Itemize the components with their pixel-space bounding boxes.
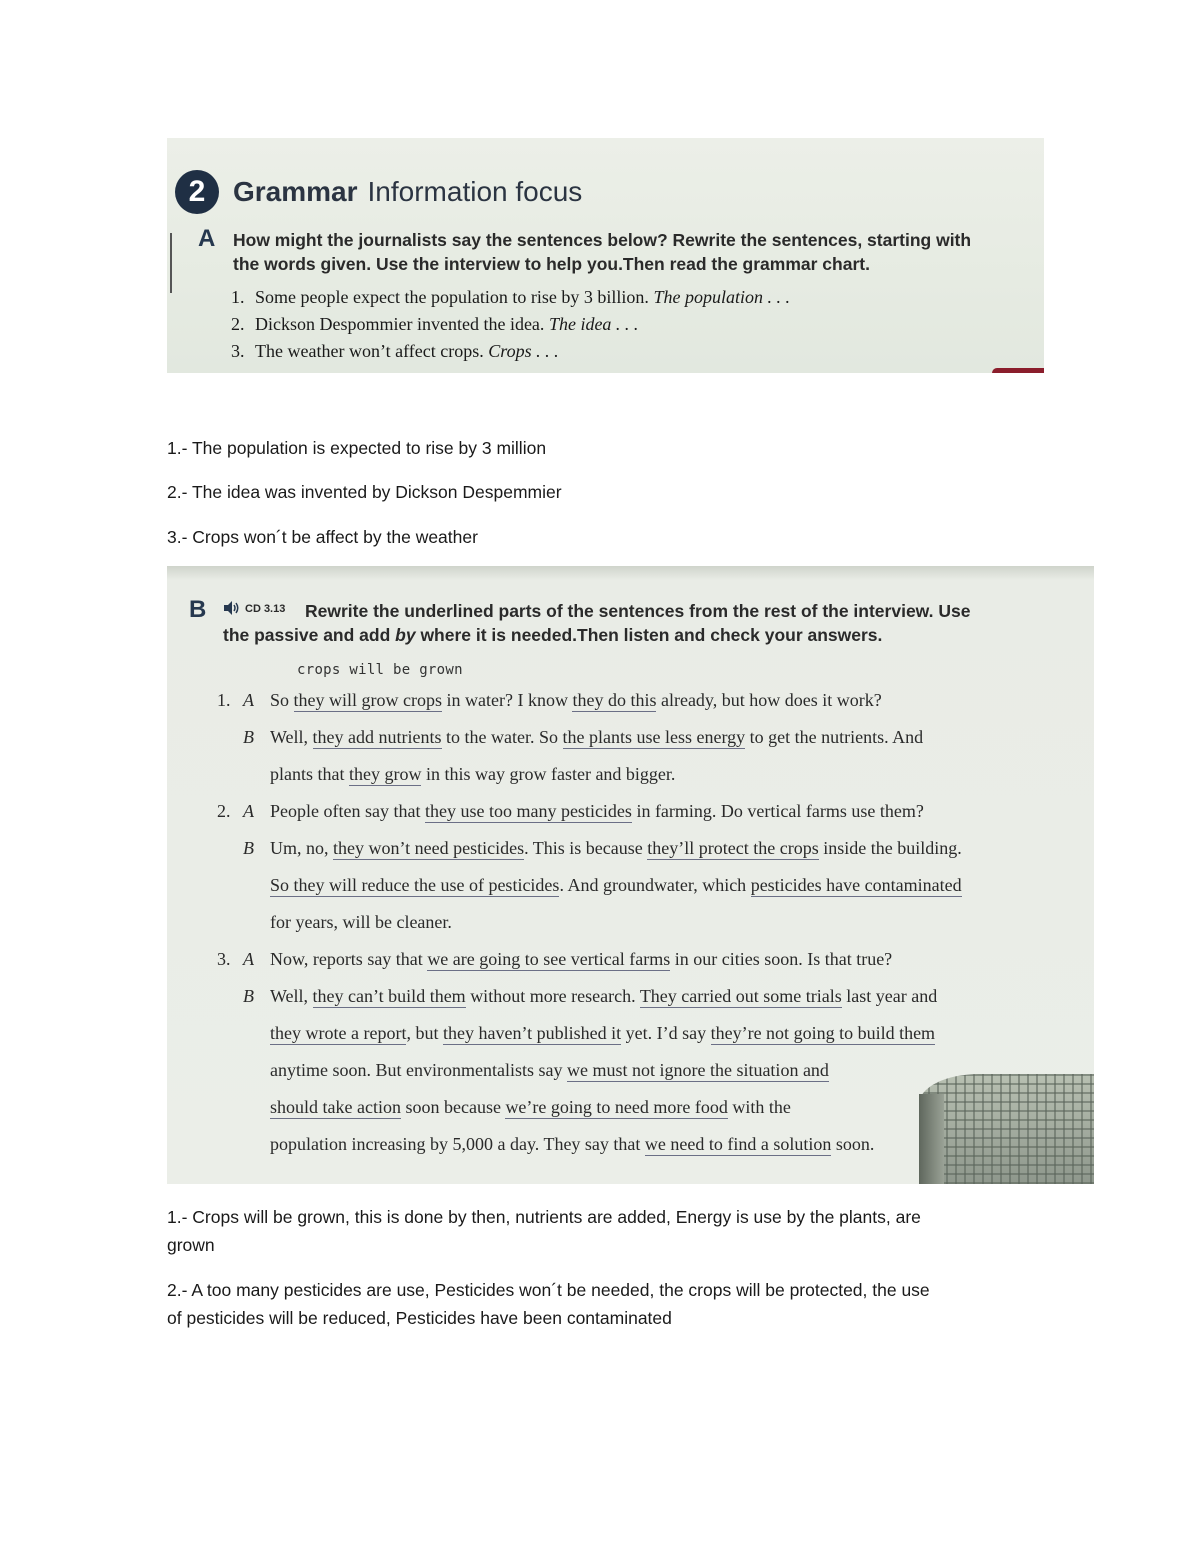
exercise-a-instruction: [233, 228, 971, 276]
cd-track-label: CD 3.13: [245, 603, 286, 615]
exercise-b-panel: [167, 566, 1094, 1184]
exercise-letter-b: B: [189, 596, 207, 623]
dialog-line: 2. A People often say that they use too many pesticides in farming. Do vertical farms use them?: [217, 801, 924, 821]
list-item: 2. Dickson Despommier invented the idea. The idea . . .: [231, 314, 639, 334]
exercise-a-items: [231, 284, 790, 365]
section-title-bold: Grammar: [233, 176, 358, 207]
answer-a-1: 1.- The population is expected to rise by 3 million: [167, 438, 547, 458]
dialog-line: 1. A So they will grow crops in water? I know they do this already, but how does it work?: [217, 690, 882, 710]
dialog-line: So they will reduce the use of pesticides. And groundwater, which pesticides have contaminated: [270, 875, 962, 895]
list-item: 1. Some people expect the population to rise by 3 billion. The population . . .: [231, 287, 790, 307]
answer-a-2: 2.- The idea was invented by Dickson Despemmier: [167, 482, 562, 502]
red-tab-decoration: [992, 368, 1044, 373]
section-number-badge: 2: [175, 170, 219, 214]
margin-bar: [170, 233, 172, 293]
instruction-line: the words given. Use the interview to help you.Then read the grammar chart.: [233, 254, 870, 274]
dialog-line: they wrote a report, but they haven’t published it yet. I’d say they’re not going to build them: [270, 1023, 936, 1043]
dialog-line: for years, will be cleaner.: [270, 912, 452, 932]
speaker-icon: [223, 600, 241, 616]
answer-b-1-line-1: 1.- Crops will be grown, this is done by then, nutrients are added, Energy is use by the plants, are: [167, 1207, 921, 1227]
dialog-line: anytime soon. But environmentalists say we must not ignore the situation and: [270, 1060, 829, 1080]
instruction-line: How might the journalists say the sentences below? Rewrite the sentences, starting with: [233, 230, 972, 250]
dialog-line: B Um, no, they won’t need pesticides. This is because they’ll protect the crops inside the building.: [243, 838, 962, 858]
vertical-farm-photo: [919, 1074, 1094, 1184]
section-title: [233, 176, 582, 208]
dialog-line: population increasing by 5,000 a day. They say that we need to find a solution soon.: [270, 1134, 875, 1154]
exercise-b-instruction-1: Rewrite the underlined parts of the sentences from the rest of the interview. Use: [305, 601, 971, 621]
panel-top-band: [167, 566, 1094, 580]
dialog-text: [217, 682, 1047, 1163]
answer-a-3: 3.- Crops won´t be affect by the weather: [167, 527, 478, 547]
dialog-line: B Well, they can’t build them without more research. They carried out some trials last year and: [243, 986, 938, 1006]
exercise-letter-a: A: [198, 225, 216, 252]
answer-b-2-line-1: 2.- A too many pesticides are use, Pesticides won´t be needed, the crops will be protected, the use: [167, 1280, 930, 1300]
handwritten-note: crops will be grown: [297, 662, 463, 678]
dialog-line: should take action soon because we’re going to need more food with the: [270, 1097, 791, 1117]
dialog-line: 3. A Now, reports say that we are going to see vertical farms in our cities soon. Is that true?: [217, 949, 893, 969]
answer-b-2-line-2: of pesticides will be reduced, Pesticides have been contaminated: [167, 1308, 672, 1328]
section-title-rest: Information focus: [367, 176, 583, 207]
dialog-line: plants that they grow in this way grow faster and bigger.: [270, 764, 676, 784]
dialog-line: B Well, they add nutrients to the water. So the plants use less energy to get the nutrients. And: [243, 727, 924, 747]
list-item: 3. The weather won’t affect crops. Crops . . .: [231, 341, 559, 361]
answer-b-1-line-2: grown: [167, 1235, 215, 1255]
exercise-a-panel: [167, 138, 1044, 373]
building-shadow: [919, 1094, 944, 1184]
exercise-b-instruction-2: the passive and add by where it is needed.Then listen and check your answers.: [223, 625, 883, 645]
